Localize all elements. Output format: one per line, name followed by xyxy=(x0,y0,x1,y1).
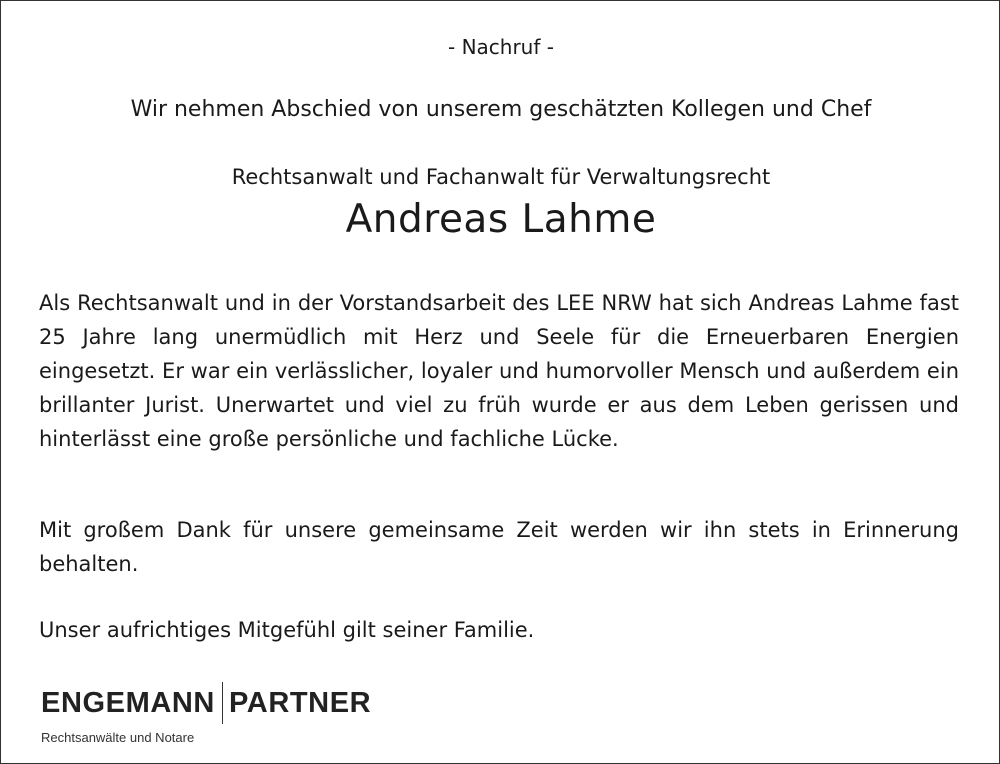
firm-name-right: PARTNER xyxy=(228,686,372,719)
logo-divider xyxy=(222,682,223,724)
profession-title: Rechtsanwalt und Fachanwalt für Verwaltungsrecht xyxy=(231,165,771,189)
firm-name-left: ENGEMANN xyxy=(41,686,215,719)
notice-heading: - Nachruf - xyxy=(448,35,554,59)
condolence-paragraph: Unser aufrichtiges Mitgefühl gilt seiner Familie. xyxy=(39,618,535,642)
farewell-line: Wir nehmen Abschied von unserem geschätzten Kollegen und Chef xyxy=(130,97,872,122)
firm-tagline: Rechtsanwälte und Notare xyxy=(41,730,195,745)
gratitude-paragraph: Mit großem Dank für unsere gemeinsame Zeit werden wir ihn stets in Erinnerung behalten. xyxy=(39,518,959,576)
tribute-paragraph: Als Rechtsanwalt und in der Vorstandsarbeit des LEE NRW hat sich Andreas Lahme fast 25 Jahre lang unermüdlich mit Herz und Seele für die Erneuerbaren Energien eingesetzt. Er war ein verlässlicher, loyaler und humorvoller Mensch und außerdem ein brillanter Jurist. Unerwartet und viel zu früh wurde er aus dem Leben gerissen und hinterlässt eine große persönliche und fachliche Lücke. xyxy=(39,291,959,451)
firm-logo xyxy=(41,681,371,725)
deceased-name: Andreas Lahme xyxy=(345,197,657,242)
